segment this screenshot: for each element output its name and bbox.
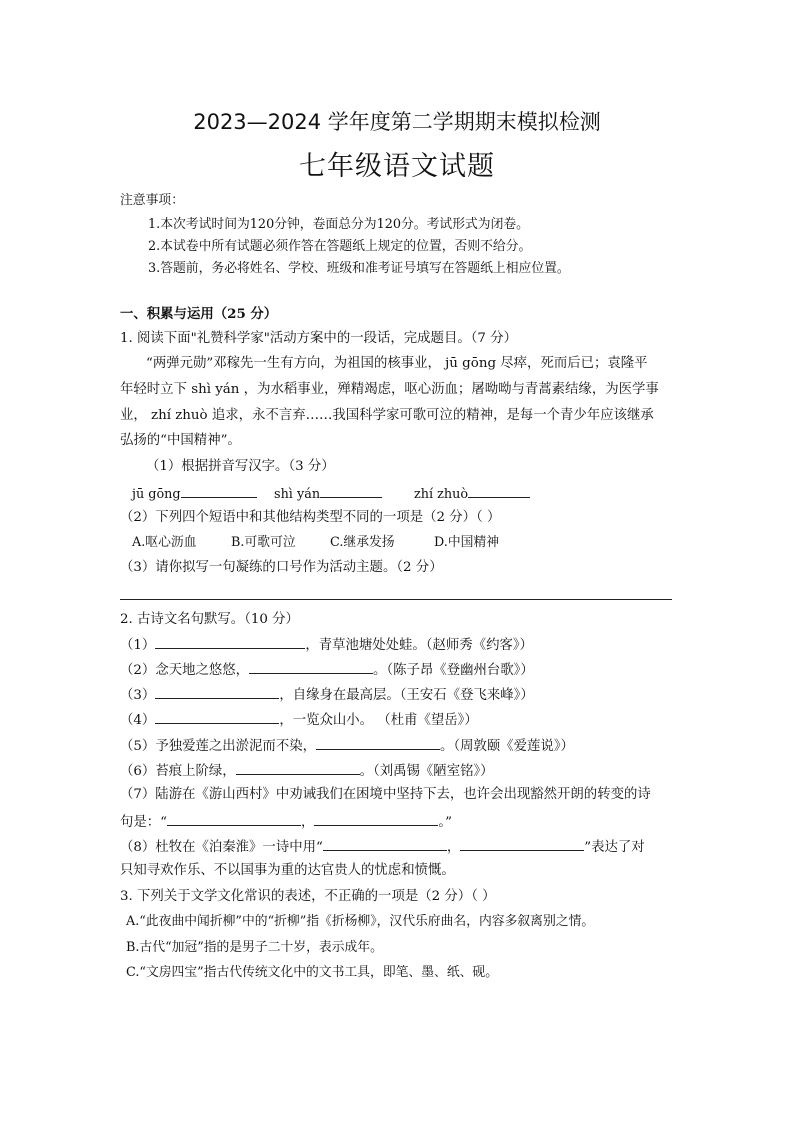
recite-item: （3） ，自缘身在最高层。（王安石《登飞来峰》） xyxy=(120,685,534,705)
recite-item-8-cont: 只知寻欢作乐、不以国事为重的达官贵人的忧虑和愤慨。 xyxy=(120,863,455,878)
pinyin-label: jū gōng xyxy=(132,487,181,502)
question-3-stem: 3. 下列关于文学文化常识的表述，不正确的一项是（2 分）（ ） xyxy=(120,889,496,904)
answer-blank[interactable] xyxy=(181,484,257,498)
sub-question-1: （1）根据拼音写汉字。（3 分） xyxy=(146,459,335,474)
option: A.“此夜曲中闻折柳”中的“折柳”指《折杨柳》，汉代乐府曲名，内容多叙离别之情。 xyxy=(126,914,595,929)
pinyin-blank xyxy=(414,484,530,504)
pinyin-label: zhí zhuò xyxy=(414,487,469,502)
recite-item: （2）念天地之悠悠， 。（陈子昂《登幽州台歌》） xyxy=(120,660,534,680)
exam-title: 2023—2024 学年度第二学期期末模拟检测 xyxy=(193,110,601,134)
notes-heading: 注意事项： xyxy=(120,193,184,208)
answer-blank[interactable] xyxy=(314,812,438,826)
option: B.可歌可泣 xyxy=(231,535,296,550)
question-1-stem: 1. 阅读下面"礼赞科学家"活动方案中的一段话，完成题目。（7 分） xyxy=(120,331,517,346)
option: C.继承发扬 xyxy=(330,535,395,550)
passage-line: 年轻时立下 shì yán ，为水稻事业，殚精竭虑，呕心沥血；屠呦呦与青蒿素结缘，为医学事 xyxy=(120,382,659,397)
subject-title: 七年级语文试题 xyxy=(299,151,495,182)
option: C.“文房四宝”指古代传统文化中的文书工具，即笔、墨、纸、砚。 xyxy=(126,965,499,980)
sub-question-2: （2）下列四个短语中和其他结构类型不同的一项是（2 分）（ ） xyxy=(120,510,501,525)
pinyin-blank xyxy=(274,484,382,504)
answer-blank[interactable] xyxy=(155,710,279,724)
answer-line[interactable] xyxy=(120,599,672,600)
answer-blank[interactable] xyxy=(460,837,584,851)
recite-item: （1） ，青草池塘处处蛙。（赵师秀《约客》） xyxy=(120,635,533,655)
note-item: 1.本次考试时间为120分钟，卷面总分为120分。考试形式为闭卷。 xyxy=(148,217,529,232)
pinyin-label: shì yán xyxy=(274,487,321,502)
answer-blank[interactable] xyxy=(468,484,530,498)
answer-blank[interactable] xyxy=(155,635,305,649)
recite-item: （5）予独爱莲之出淤泥而不染， 。（周敦颐《爱莲说》） xyxy=(120,736,574,756)
question-2-stem: 2. 古诗文名句默写。（10 分） xyxy=(120,612,299,627)
pinyin-blank xyxy=(132,484,257,504)
option: B.古代“加冠”指的是男子二十岁，表示成年。 xyxy=(126,940,383,955)
option: A.呕心沥血 xyxy=(132,535,197,550)
recite-item: （4） ，一览众山小。 （杜甫《望岳》） xyxy=(120,710,478,730)
sub-question-3: （3）请你拟写一句凝练的口号作为活动主题。（2 分） xyxy=(120,560,443,575)
recite-item-8: （8）杜牧在《泊秦淮》一诗中用“ ， ”表达了对 xyxy=(120,837,645,857)
note-item: 3.答题前，务必将姓名、学校、班级和准考证号填写在答题纸上相应位置。 xyxy=(148,261,570,276)
recite-item: （6）苔痕上阶绿， 。（刘禹锡《陋室铭》） xyxy=(120,761,494,781)
answer-blank[interactable] xyxy=(323,837,447,851)
answer-blank[interactable] xyxy=(320,484,382,498)
answer-blank[interactable] xyxy=(249,660,373,674)
passage-line: “两弹元勋”邓稼先一生有方向，为祖国的核事业， jū gōng 尽瘁，死而后已；袁隆平 xyxy=(146,356,648,371)
option: D.中国精神 xyxy=(434,535,500,550)
passage-line: 业， zhí zhuò 追求，永不言弃……我国科学家可歌可泣的精神，是每一个青少年应该继承 xyxy=(120,408,654,423)
note-item: 2.本试卷中所有试题必须作答在答题纸上规定的位置，否则不给分。 xyxy=(148,239,532,254)
answer-blank[interactable] xyxy=(155,685,279,699)
passage-line: 弘扬的“中国精神”。 xyxy=(120,433,241,448)
recite-item-7-blanks: 句是：“ ， 。” xyxy=(120,812,452,832)
answer-blank[interactable] xyxy=(167,812,301,826)
answer-blank[interactable] xyxy=(236,761,360,775)
answer-blank[interactable] xyxy=(316,736,440,750)
recite-item-7: （7）陆游在《游山西村》中劝诫我们在困境中坚持下去，也许会出现豁然开朗的转变的诗 xyxy=(120,787,651,802)
section-heading: 一、积累与运用（25 分） xyxy=(120,306,278,322)
